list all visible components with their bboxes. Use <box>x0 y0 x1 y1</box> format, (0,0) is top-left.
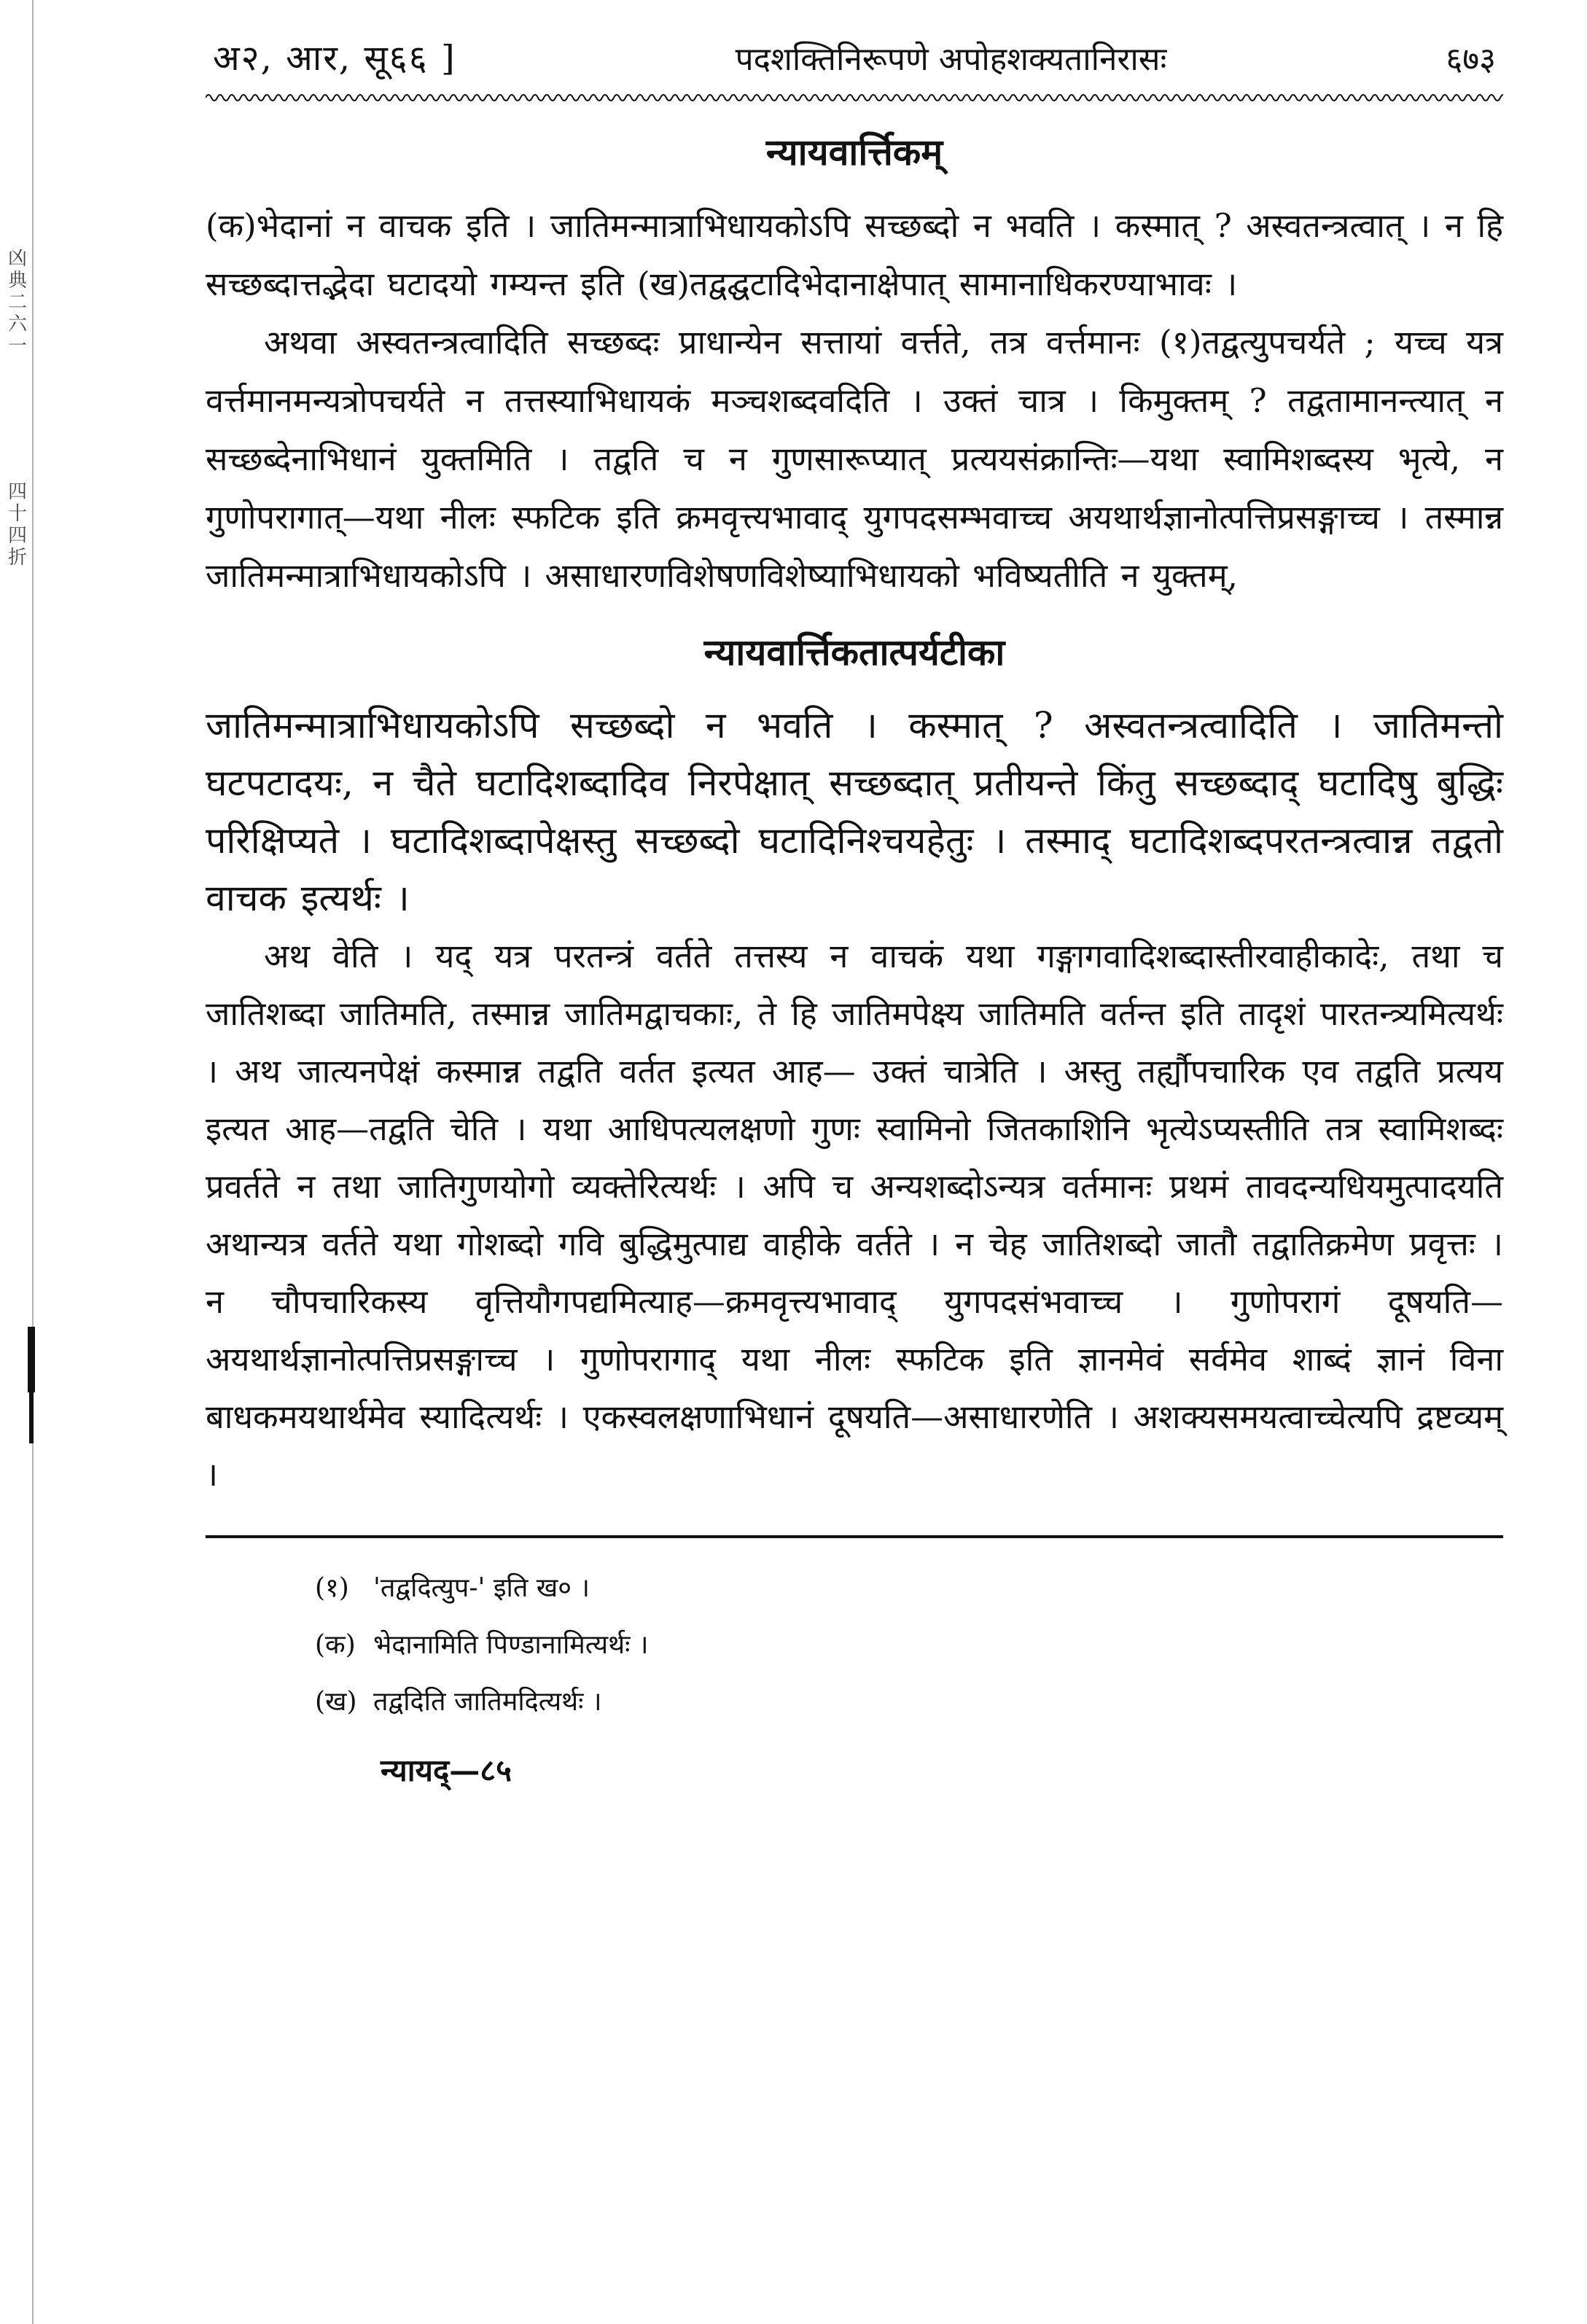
footnote-mark: (ख) <box>315 1687 357 1717</box>
running-header <box>206 29 1503 87</box>
section-title-tika: न्यायवार्त्तिकतात्पर्यटीका <box>703 631 1005 674</box>
footnote-mark: (१) <box>315 1573 349 1603</box>
signature-mark: न्यायद्—८५ <box>381 1752 512 1788</box>
binding-margin-line <box>32 0 34 2324</box>
header-section-ref: अ२, आर, सू६६ ] <box>213 38 456 79</box>
page-number: ६७३ <box>1446 41 1496 78</box>
footnote-text: तद्वदिति जातिमदित्यर्थः । <box>373 1687 602 1717</box>
page <box>206 29 1503 1804</box>
footnote-text: 'तद्वदित्युप-' इति ख० । <box>373 1573 590 1603</box>
footnote <box>315 1617 1503 1674</box>
header-topic: पदशक्तिनिरूपणे अपोहशक्यतानिरासः <box>735 41 1167 78</box>
margin-annotation-lower: 四十四折 <box>7 481 27 569</box>
footnote <box>315 1674 1503 1731</box>
footnote-mark: (क) <box>315 1630 356 1660</box>
footnotes <box>206 1560 1503 1731</box>
section-title-vartika: न्यायवार्त्तिकम् <box>765 130 943 173</box>
vartika-paragraph: (क)भेदानां न वाचक इति । जातिमन्मात्राभिधायकोऽपि सच्छब्दो न भवति । कस्मात् ? अस्वतन्त्रत्वात् । न हि सच्छब्दात्तद्भेदा घटादयो गम्यन्त इति (ख)तद्वद्घटादिभेदानाक्षेपात् सामानाधिकरण्याभावः । <box>206 206 1503 303</box>
wavy-rule <box>206 90 1503 105</box>
footnote-divider <box>206 1535 1503 1538</box>
vartika-paragraph: अथवा अस्वतन्त्रत्वादिति सच्छब्दः प्राधान्येन सत्तायां वर्त्तते, तत्र वर्त्तमानः (१)तद्वत्युपचर्यते ; यच्च यत्र वर्त्तमानमन्यत्रोपचर्यते न तत्तस्याभिधायकं मञ्चशब्दवदिति । उक्तं चात्र । किमुक्तम् ? तद्वतामानन्त्यात् न सच्छब्देनाभिधानं युक्तमिति । तद्वति च न गुणसारूप्यात् प्रत्ययसंक्रान्तिः—यथा स्वामिशब्दस्य भृत्ये, न गुणोपरागात्—यथा नीलः स्फटिक इति क्रमवृत्त्यभावाद् युगपदसम्भवाच्च अयथार्थज्ञानोत्पत्तिप्रसङ्गाच्च । तस्मान्न जातिमन्मात्राभिधायकोऽपि । असाधारणविशेषणविशेष्याभिधायको भविष्यतीति न युक्तम्, <box>206 323 1503 595</box>
footnote <box>315 1560 1503 1617</box>
tika-paragraph: जातिमन्मात्राभिधायकोऽपि सच्छब्दो न भवति । कस्मात् ? अस्वतन्त्रत्वादिति । जातिमन्तो घटपटादयः, न चैते घटादिशब्दादिव निरपेक्षात् सच्छब्दात् प्रतीयन्ते किंतु सच्छब्दाद् घटादिषु बुद्धिः परिक्षिप्यते । घटादिशब्दापेक्षस्तु सच्छब्दो घटादिनिश्चयहेतुः । तस्माद् घटादिशब्दपरतन्त्रत्वान्न तद्वतो वाचक इत्यर्थः । <box>206 704 1503 919</box>
footnote-text: भेदानामिति पिण्डानामित्यर्थः । <box>373 1630 649 1660</box>
tika-paragraph: अथ वेति । यद् यत्र परतन्त्रं वर्तते तत्तस्य न वाचकं यथा गङ्गागवादिशब्दास्तीरवाहीकादेः, तथा च जातिशब्दा जातिमति, तस्मान्न जातिमद्वाचकाः, ते हि जातिमपेक्ष्य जातिमति वर्तन्त इति तादृशं पारतन्त्र्यमित्यर्थः । अथ जात्यनपेक्षं कस्मान्न तद्वति वर्तत इत्यत आह— उक्तं चात्रेति । अस्तु तर्ह्यौपचारिक एव तद्वति प्रत्यय इत्यत आह—तद्वति चेति । यथा आधिपत्यलक्षणो गुणः स्वामिनो जितकाशिनि भृत्येऽप्यस्तीति तत्र स्वामिशब्दः प्रवर्तते न तथा जातिगुणयोगो व्यक्तेरित्यर्थः । अपि च अन्यशब्दोऽन्यत्र वर्तमानः प्रथमं तावदन्यधियमुत्पादयति अथान्यत्र वर्तते यथा गोशब्दो गवि बुद्धिमुत्पाद्य वाहीके वर्तते । न चेह जातिशब्दो जातौ तद्वातिक्रमेण प्रवृत्तः । न चौपचारिकस्य वृत्तियौगपद्यमित्याह—क्रमवृत्त्यभावाद् युगपदसंभवाच्च । गुणोपरागं दूषयति—अयथार्थज्ञानोत्पत्तिप्रसङ्गाच्च । गुणोपरागाद् यथा नीलः स्फटिक इति ज्ञानमेवं सर्वमेव शाब्दं ज्ञानं विना बाधकमयथार्थमेव स्यादित्यर्थः । एकस्वलक्षणाभिधानं दूषयति—असाधारणेति । अशक्यसमयत्वाच्चेत्यपि द्रष्टव्यम् । <box>206 937 1503 1494</box>
margin-mark <box>29 1370 34 1443</box>
margin-annotation-upper: 凶典 二六一 <box>7 248 27 357</box>
